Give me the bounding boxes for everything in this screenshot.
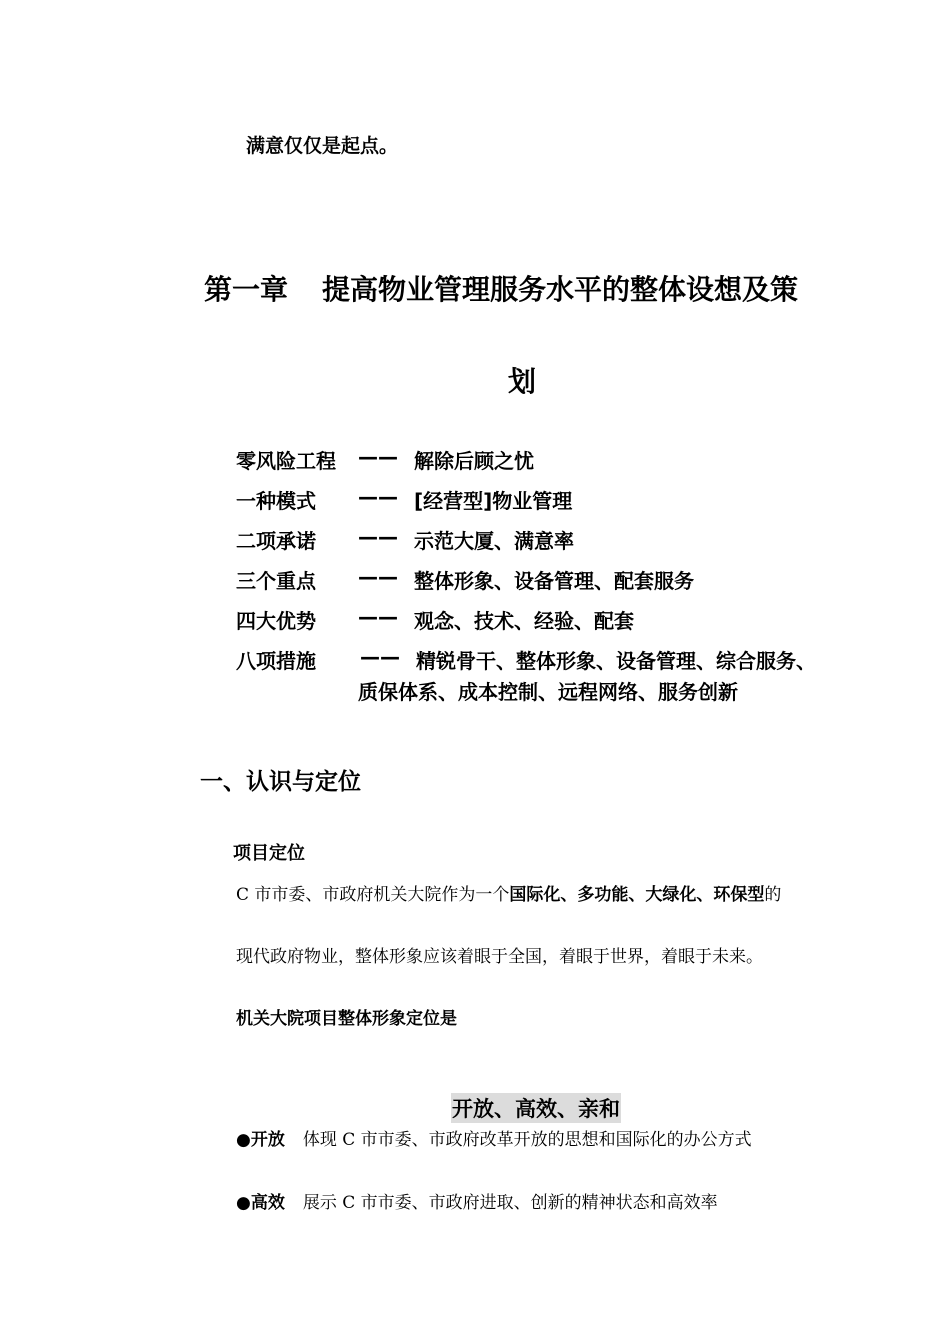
summary-dash: —— <box>360 645 400 669</box>
chapter-title-line2: 划 <box>508 365 537 398</box>
bullet-text: 展示 C 市市委、市政府进取、创新的精神状态和高效率 <box>302 1193 718 1213</box>
section-title: 一、认识与定位 <box>200 768 361 795</box>
paragraph: 现代政府物业，整体形象应该着眼于全国，着眼于世界，着眼于未来。 <box>236 947 763 967</box>
summary-value: 精锐骨干、整体形象、设备管理、综合服务、 <box>416 649 816 673</box>
summary-dash: —— <box>358 445 398 469</box>
summary-label: 一种模式 <box>236 489 316 513</box>
lead-text: 机关大院项目整体形象定位是 <box>236 1009 457 1029</box>
bullet-label: ●高效 <box>236 1193 285 1213</box>
summary-dash: —— <box>358 565 398 589</box>
summary-value-continuation: 质保体系、成本控制、远程网络、服务创新 <box>358 680 738 704</box>
summary-dash: —— <box>358 605 398 629</box>
summary-value: 观念、技术、经验、配套 <box>414 609 634 633</box>
summary-value: [经营型]物业管理 <box>414 489 573 513</box>
paragraph <box>236 880 781 905</box>
motto-highlight: 开放、高效、亲和 <box>451 1093 621 1123</box>
bullet-label: ●开放 <box>236 1130 285 1150</box>
bullet-item <box>236 1125 752 1150</box>
summary-value: 解除后顾之忧 <box>414 449 534 473</box>
bullet-text: 体现 C 市市委、市政府改革开放的思想和国际化的办公方式 <box>302 1130 752 1150</box>
chapter-heading <box>204 268 798 308</box>
summary-dash: —— <box>358 485 398 509</box>
intro-text: 满意仅仅是起点。 <box>246 135 399 157</box>
summary-label: 三个重点 <box>236 569 316 593</box>
chapter-title-line1: 提高物业管理服务水平的整体设想及策 <box>322 273 799 306</box>
summary-value: 示范大厦、满意率 <box>414 529 574 553</box>
summary-dash: —— <box>358 525 398 549</box>
summary-label: 八项措施 <box>236 649 316 673</box>
bullet-item <box>236 1188 718 1213</box>
sub-title: 项目定位 <box>233 843 305 864</box>
paragraph-emphasis: 国际化、多功能、大绿化、环保型 <box>509 885 765 905</box>
paragraph-prefix: C 市市委、市政府机关大院作为一个 <box>236 885 510 905</box>
chapter-label: 第一章 <box>204 273 289 306</box>
summary-label: 零风险工程 <box>236 449 336 473</box>
summary-label: 二项承诺 <box>236 529 316 553</box>
summary-value: 整体形象、设备管理、配套服务 <box>414 569 694 593</box>
paragraph-suffix: 的 <box>764 885 782 905</box>
summary-label: 四大优势 <box>236 609 316 633</box>
